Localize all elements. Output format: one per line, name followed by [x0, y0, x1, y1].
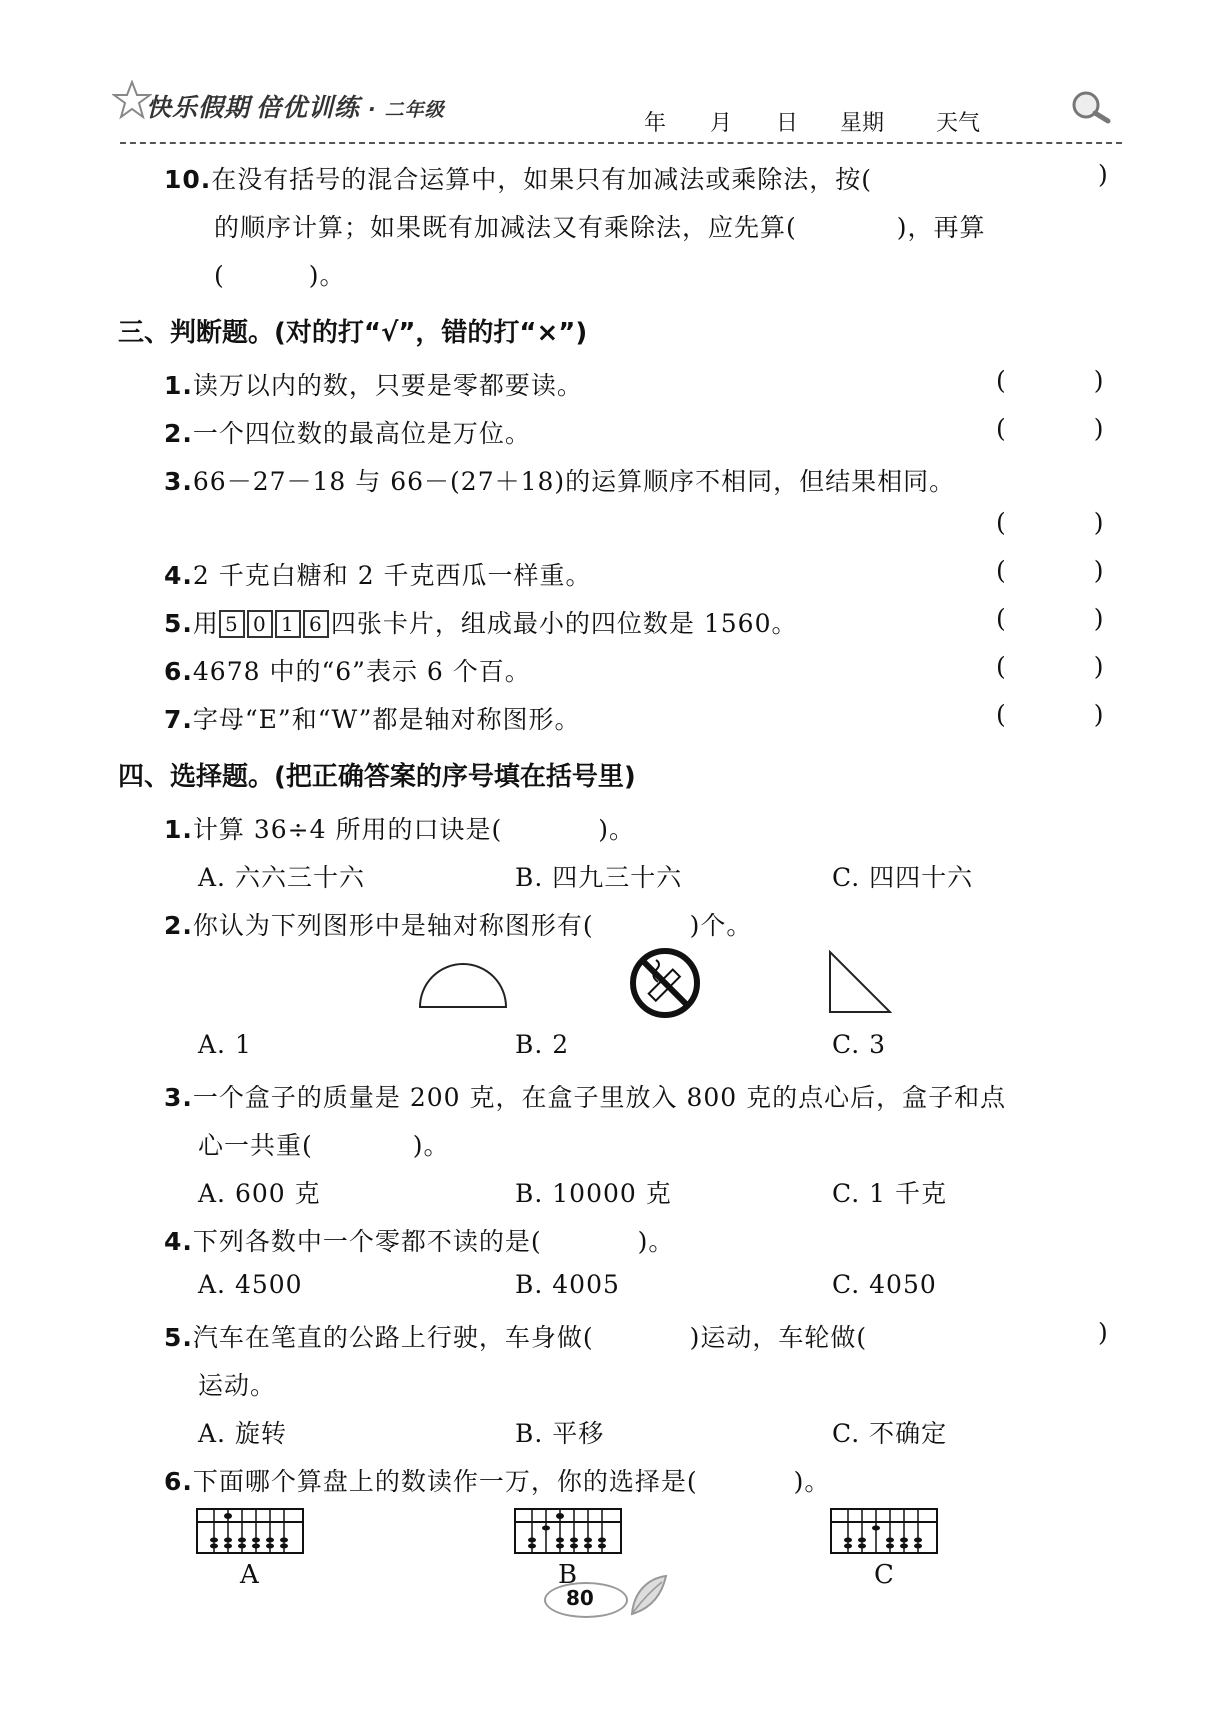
abacus-c [830, 1508, 938, 1554]
answer-blank-6[interactable]: ( ) [996, 652, 1104, 681]
abacus-label-b[interactable]: B [558, 1560, 578, 1590]
q2-option-b[interactable]: B. 2 [515, 1030, 570, 1059]
judge-item-2: 2.一个四位数的最高位是万位。 [164, 419, 531, 448]
q3-option-c[interactable]: C. 1 千克 [832, 1179, 947, 1208]
judge-item-6: 6.4678 中的“6”表示 6 个百。 [164, 657, 531, 686]
q5-option-a[interactable]: A. 旋转 [198, 1419, 287, 1448]
q3-option-a[interactable]: A. 600 克 [198, 1179, 321, 1208]
q4-option-b[interactable]: B. 4005 [515, 1270, 620, 1299]
judge-item-5: 5.用 5 0 1 6 四张卡片，组成最小的四位数是 1560。 [164, 609, 798, 638]
q10-line1-paren: ) [1098, 160, 1108, 189]
weekday-label: 星期 [840, 111, 885, 136]
day-label: 日 [776, 111, 799, 136]
answer-blank-2[interactable]: ( ) [996, 414, 1104, 443]
answer-blank-7[interactable]: ( ) [996, 700, 1104, 729]
choice-q3-line1: 3.一个盒子的质量是 200 克，在盒子里放入 800 克的点心后，盒子和点 [164, 1083, 1007, 1112]
q10-line2: 的顺序计算；如果既有加减法又有乘除法，应先算( )，再算 [214, 213, 986, 242]
answer-blank-5[interactable]: ( ) [996, 604, 1104, 633]
q5-line1-paren: ) [1098, 1318, 1108, 1347]
leaf-decoration-icon [624, 1570, 670, 1620]
q4-option-c[interactable]: C. 4050 [832, 1270, 937, 1299]
choice-q3-line2: 心一共重( )。 [198, 1131, 450, 1160]
weather-label: 天气 [936, 111, 981, 136]
abacus-a [196, 1508, 304, 1554]
choice-q2: 2.你认为下列图形中是轴对称图形有( )个。 [164, 911, 753, 940]
section4-title: 四、选择题。(把正确答案的序号填在括号里) [118, 762, 636, 792]
brand-title: 快乐假期 倍优训练 · 二年级 [146, 93, 445, 122]
q1-option-a[interactable]: A. 六六三十六 [198, 863, 365, 892]
choice-q5-line2: 运动。 [198, 1371, 277, 1400]
header-divider [120, 142, 1122, 144]
choice-q1: 1.计算 36÷4 所用的口诀是( )。 [164, 815, 635, 844]
abacus-label-a[interactable]: A [240, 1560, 259, 1590]
card-6: 6 [303, 610, 329, 638]
card-0: 0 [247, 610, 273, 638]
right-triangle-figure [828, 950, 892, 1014]
q3-option-b[interactable]: B. 10000 克 [515, 1179, 672, 1208]
judge-item-3: 3.66－27－18 与 66－(27＋18)的运算顺序不相同，但结果相同。 [164, 467, 956, 496]
choice-q6: 6.下面哪个算盘上的数读作一万，你的选择是( )。 [164, 1467, 831, 1496]
q2-option-a[interactable]: A. 1 [198, 1030, 252, 1059]
q10-line3: ( )。 [214, 261, 346, 290]
judge-item-4: 4.2 千克白糖和 2 千克西瓜一样重。 [164, 561, 592, 590]
answer-blank-4[interactable]: ( ) [996, 556, 1104, 585]
q10-line1: 10.在没有括号的混合运算中，如果只有加减法或乘除法，按( [164, 165, 873, 194]
answer-blank-3[interactable]: ( ) [996, 508, 1104, 537]
choice-q5-line1: 5.汽车在笔直的公路上行驶，车身做( )运动，车轮做( [164, 1323, 868, 1352]
q5-option-c[interactable]: C. 不确定 [832, 1419, 948, 1448]
abacus-b [514, 1508, 622, 1554]
year-label: 年 [644, 111, 667, 136]
q4-option-a[interactable]: A. 4500 [198, 1270, 303, 1299]
q2-option-c[interactable]: C. 3 [832, 1030, 887, 1059]
semicircle-figure [418, 960, 508, 1010]
q5-option-b[interactable]: B. 平移 [515, 1419, 605, 1448]
judge-item-1: 1.读万以内的数，只要是零都要读。 [164, 371, 583, 400]
month-label: 月 [710, 111, 733, 136]
judge-item-7: 7.字母“E”和“W”都是轴对称图形。 [164, 705, 581, 734]
choice-q4: 4.下列各数中一个零都不读的是( )。 [164, 1227, 675, 1256]
abacus-label-c[interactable]: C [874, 1560, 894, 1590]
no-smoking-icon [628, 946, 702, 1020]
q1-option-c[interactable]: C. 四四十六 [832, 863, 974, 892]
answer-blank-1[interactable]: ( ) [996, 366, 1104, 395]
q1-option-b[interactable]: B. 四九三十六 [515, 863, 683, 892]
section3-title: 三、判断题。(对的打“√”，错的打“×”) [118, 318, 588, 348]
card-5: 5 [219, 610, 245, 638]
page-number: 80 [566, 1586, 594, 1610]
card-1: 1 [275, 610, 301, 638]
magnifier-icon [1068, 89, 1112, 125]
